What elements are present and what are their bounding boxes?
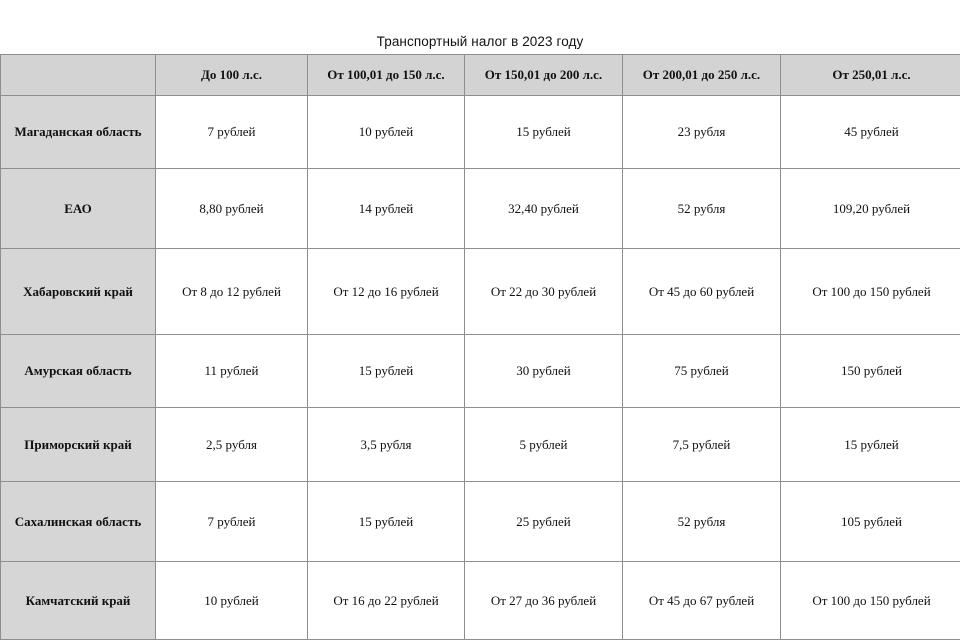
table-row xyxy=(1,562,960,640)
corner-cell xyxy=(1,55,156,96)
table-cell: 23 рубля xyxy=(623,96,781,169)
column-header: От 250,01 л.с. xyxy=(781,55,960,96)
table-cell: От 8 до 12 рублей xyxy=(156,249,308,335)
table-row xyxy=(1,169,960,249)
table-cell: 5 рублей xyxy=(465,408,623,482)
row-header-region: Магаданская область xyxy=(1,96,156,169)
table-cell: 15 рублей xyxy=(781,408,960,482)
table-cell: 45 рублей xyxy=(781,96,960,169)
table-cell: 15 рублей xyxy=(308,482,465,562)
table-row xyxy=(1,96,960,169)
table-cell: От 100 до 150 рублей xyxy=(781,249,960,335)
row-header-region: Камчатский край xyxy=(1,562,156,640)
table-row xyxy=(1,482,960,562)
column-header: До 100 л.с. xyxy=(156,55,308,96)
table-cell: 32,40 рублей xyxy=(465,169,623,249)
table-cell: От 22 до 30 рублей xyxy=(465,249,623,335)
tax-table xyxy=(0,54,960,640)
row-header-region: Приморский край xyxy=(1,408,156,482)
table-cell: От 45 до 60 рублей xyxy=(623,249,781,335)
row-header-region: ЕАО xyxy=(1,169,156,249)
header-row xyxy=(1,55,960,96)
column-header: От 150,01 до 200 л.с. xyxy=(465,55,623,96)
table-cell: 30 рублей xyxy=(465,335,623,408)
table-cell: От 12 до 16 рублей xyxy=(308,249,465,335)
table-cell: От 16 до 22 рублей xyxy=(308,562,465,640)
row-header-region: Амурская область xyxy=(1,335,156,408)
page-title: Транспортный налог в 2023 году xyxy=(376,34,584,49)
table-cell: 75 рублей xyxy=(623,335,781,408)
table-cell: 10 рублей xyxy=(156,562,308,640)
row-header-region: Сахалинская область xyxy=(1,482,156,562)
table-cell: От 45 до 67 рублей xyxy=(623,562,781,640)
table-cell: 10 рублей xyxy=(308,96,465,169)
table-cell: 52 рубля xyxy=(623,169,781,249)
table-cell: 105 рублей xyxy=(781,482,960,562)
table-cell: 14 рублей xyxy=(308,169,465,249)
table-row xyxy=(1,249,960,335)
column-header: От 200,01 до 250 л.с. xyxy=(623,55,781,96)
table-cell: 25 рублей xyxy=(465,482,623,562)
table-cell: 15 рублей xyxy=(308,335,465,408)
column-header: От 100,01 до 150 л.с. xyxy=(308,55,465,96)
table-cell: От 100 до 150 рублей xyxy=(781,562,960,640)
table-cell: 8,80 рублей xyxy=(156,169,308,249)
table-cell: 150 рублей xyxy=(781,335,960,408)
table-cell: 2,5 рубля xyxy=(156,408,308,482)
table-cell: От 27 до 36 рублей xyxy=(465,562,623,640)
table-cell: 3,5 рубля xyxy=(308,408,465,482)
table-row xyxy=(1,335,960,408)
table-cell: 109,20 рублей xyxy=(781,169,960,249)
table-cell: 11 рублей xyxy=(156,335,308,408)
table-cell: 7,5 рублей xyxy=(623,408,781,482)
table-cell: 7 рублей xyxy=(156,96,308,169)
row-header-region: Хабаровский край xyxy=(1,249,156,335)
table-cell: 52 рубля xyxy=(623,482,781,562)
table-cell: 15 рублей xyxy=(465,96,623,169)
table-row xyxy=(1,408,960,482)
table-cell: 7 рублей xyxy=(156,482,308,562)
